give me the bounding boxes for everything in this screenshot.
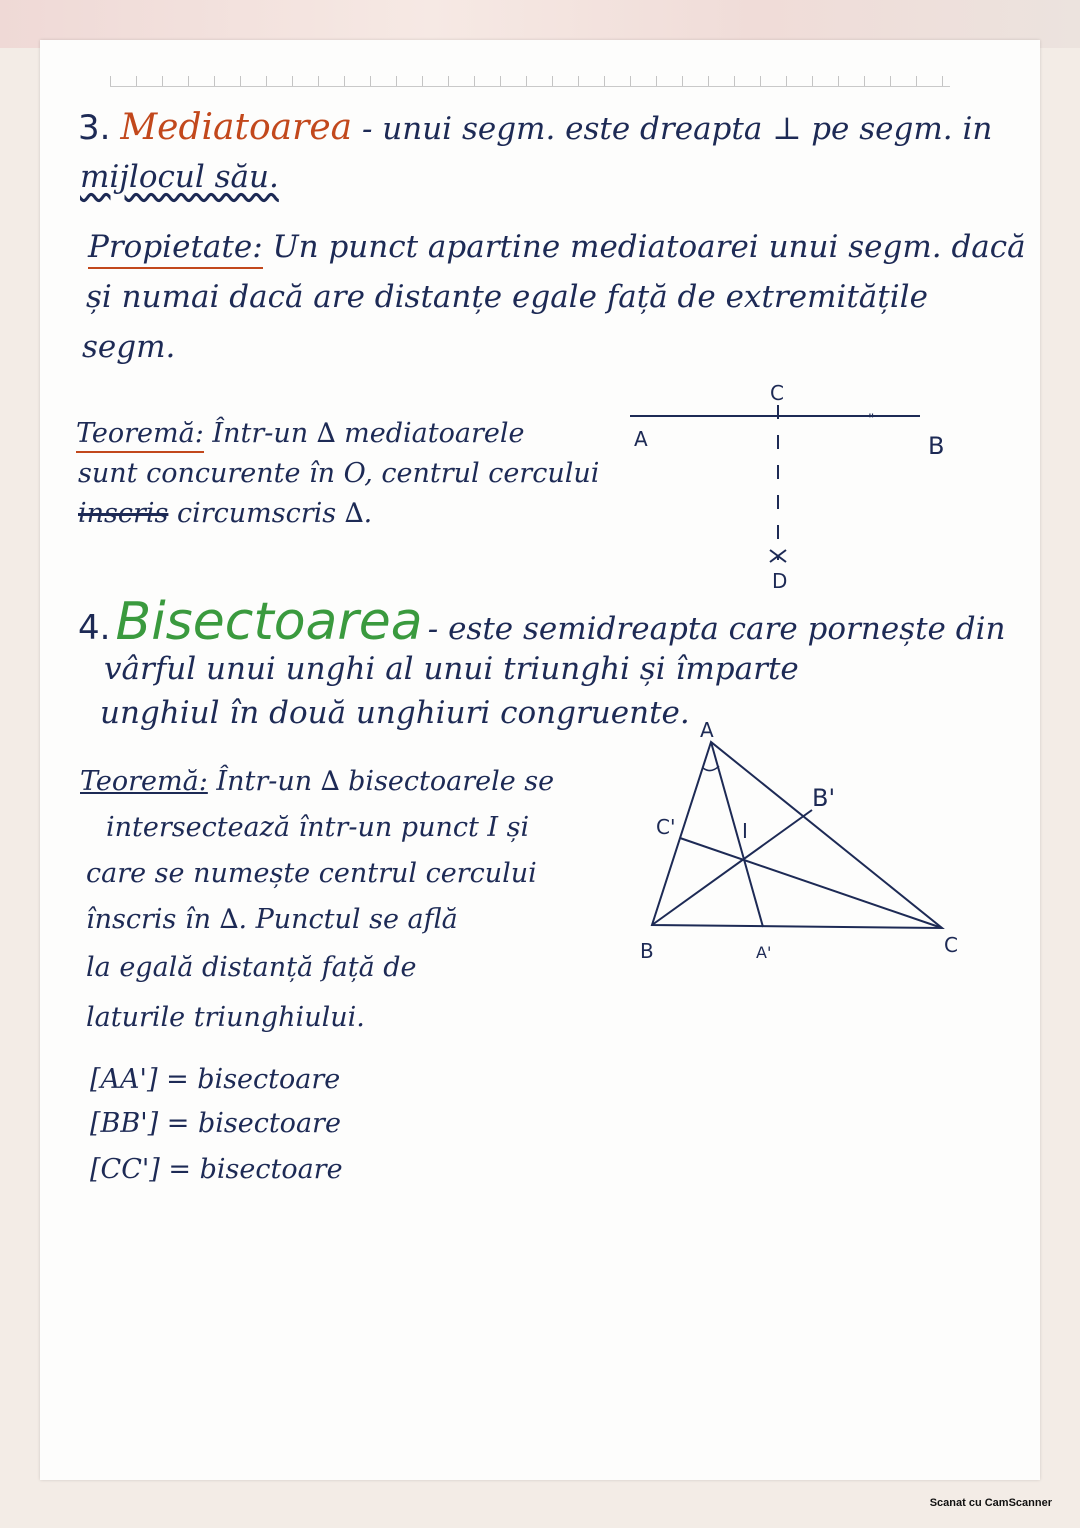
section3-number: 3.	[78, 108, 111, 148]
section4-definition-line1: - este semidreapta care pornește din	[427, 611, 1006, 647]
triangle-abc	[652, 742, 942, 928]
bisector-list-item-cc: [CC'] = bisectoare	[90, 1154, 343, 1185]
property-text-line3: segm.	[82, 329, 176, 365]
theorem-label-3: Teoremă:	[76, 418, 204, 453]
bisector-bb	[652, 810, 812, 925]
theorem4-text-line6: laturile triunghiului.	[86, 1002, 365, 1033]
theorem3-text-line2: sunt concurente în O, centrul cercului	[78, 458, 600, 489]
bisector-list-item-aa: [AA'] = bisectoare	[90, 1064, 341, 1095]
theorem3-text-line1: Într-un ∆ mediatoarele	[212, 418, 525, 449]
section3-heading: Mediatoarea	[120, 107, 353, 148]
struck-word: inscris	[78, 498, 169, 529]
section3-definition-line2: mijlocul său.	[80, 159, 279, 195]
label-a-fig1: A	[634, 427, 648, 451]
label-d-fig1: D	[772, 569, 788, 593]
tick-mark: "	[868, 412, 875, 428]
label-a-fig2: A	[700, 718, 714, 742]
label-b-prime: B'	[812, 784, 836, 812]
theorem4-text-line5: la egală distanță față de	[86, 952, 417, 983]
label-c-prime: C'	[656, 815, 676, 839]
section3-definition-line1: - unui segm. este dreapta ⊥ pe segm. in	[361, 111, 993, 147]
property-text-line1: Un punct apartine mediatoarei unui segm. dacă	[272, 229, 1026, 265]
theorem4-text-line2: intersectează într-un punct I și	[106, 812, 530, 843]
label-incenter-i: I	[742, 819, 748, 843]
bisector-aa	[711, 742, 763, 927]
label-a-prime: A'	[756, 943, 772, 962]
theorem4-text-line3: care se numește centrul cercului	[86, 858, 537, 889]
property-text-line2: și numai dacă are distanțe egale față de extremitățile	[86, 279, 928, 315]
bisector-list-item-bb: [BB'] = bisectoare	[90, 1108, 341, 1139]
label-b-fig2: B	[640, 939, 654, 963]
theorem4-text-line1: Într-un ∆ bisectoarele se	[216, 766, 555, 797]
theorem3-text-line3: circumscris ∆.	[177, 498, 373, 529]
section4-heading: Bisectoarea	[115, 592, 423, 652]
section4-definition-line2: vârful unui unghi al unui triunghi și împarte	[104, 651, 799, 687]
scanner-watermark: Scanat cu CamScanner	[929, 1497, 1052, 1509]
section4-definition-line3: unghiul în două unghiuri congruente.	[100, 695, 690, 731]
theorem4-text-line4: înscris în ∆. Punctul se află	[86, 904, 458, 935]
property-label: Propietate:	[88, 229, 263, 269]
theorem-label-4: Teoremă:	[80, 766, 208, 797]
label-b-fig1: B	[928, 432, 945, 460]
bisector-cc	[680, 838, 942, 928]
label-c-fig1: C	[770, 381, 784, 405]
section4-number: 4.	[78, 608, 111, 648]
label-c-fig2: C	[944, 933, 958, 957]
